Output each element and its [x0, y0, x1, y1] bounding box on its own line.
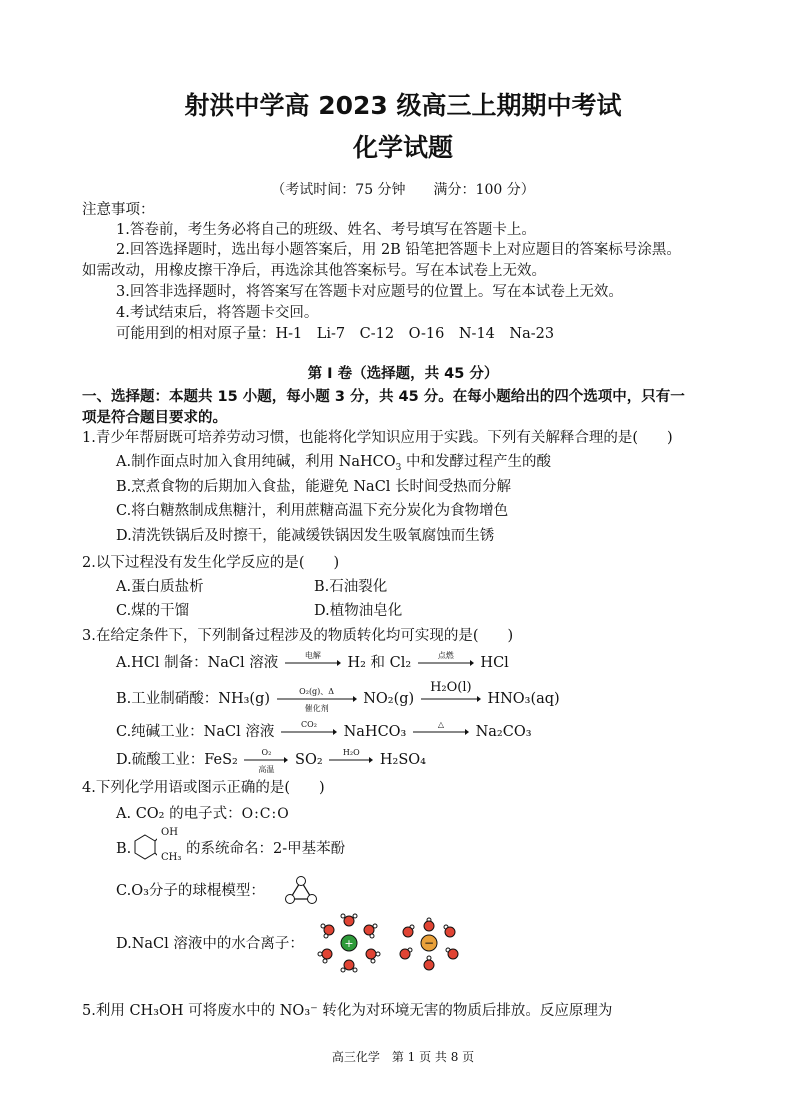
q4-option-d: D.NaCl 溶液中的水合离子： — [116, 936, 304, 952]
q2-option-b: B.石油裂化 — [314, 579, 388, 595]
q3-d-arrow-1: O₂ 高温 — [244, 756, 288, 764]
q2-option-a: A.蛋白质盐析 — [116, 579, 204, 595]
part1-instructions: 一、选择题：本题共 15 小题，每小题 3 分，共 45 分。在每小题给出的四个选项中，只有一 — [82, 389, 685, 405]
benzene-ring-diagram — [133, 833, 157, 861]
q1-option-d: D.清洗铁锅后及时擦干，能减缓铁锅因发生吸氧腐蚀而生锈 — [116, 528, 495, 544]
atomic-masses: 可能用到的相对原子量：H-1 Li-7 C-12 O-16 N-14 Na-23 — [116, 326, 555, 342]
note-item-2-cont: 如需改动，用橡皮擦干净后，再选涂其他答案标号。写在本试卷上无效。 — [82, 263, 546, 279]
q4-stem: 4.下列化学用语或图示正确的是( ) — [82, 780, 325, 796]
note-item-2: 2.回答选择题时，选出每小题答案后，用 2B 铅笔把答题卡上对应题目的答案标号涂黑。 — [116, 242, 681, 258]
q1-option-a: A.制作面点时加入食用纯碱，利用 NaHCO$_3$ 中和发酵过程产生的酸 — [116, 454, 551, 473]
part1-heading: 第 I 卷（选择题，共 45 分） — [307, 366, 499, 382]
q2-option-c: C.煤的干馏 — [116, 603, 190, 619]
q4-option-a: A. CO₂ 的电子式：O:C:O — [116, 806, 290, 822]
q3-option-c: C.纯碱工业：NaCl 溶液 CO₂ NaHCO₃ △ Na₂CO₃ — [116, 720, 532, 740]
note-item-4: 4.考试结束后，将答题卡交回。 — [116, 305, 319, 321]
q3-d-arrow-2: H₂O — [329, 756, 373, 764]
oh-group-label: OH — [161, 827, 178, 838]
note-item-1: 1.答卷前，考生务必将自己的班级、姓名、考号填写在答题卡上。 — [116, 222, 536, 238]
q3-option-d: D.硫酸工业：FeS₂ O₂ 高温 SO₂ H₂O H₂SO₄ — [116, 748, 426, 774]
page-footer: 高三化学 第 1 页 共 8 页 — [331, 1050, 475, 1064]
q3-option-b: B.工业制硝酸：NH₃(g) O₂(g)、Δ 催化剂 NO₂(g) H₂O(l) HNO₃(aq) — [116, 680, 560, 713]
hydrated-anion-diagram — [394, 912, 464, 974]
note-item-3: 3.回答非选择题时，将答案写在答题卡对应题号的位置上。写在本试卷上无效。 — [116, 284, 623, 300]
q3-a-arrow-1: 电解 — [285, 659, 341, 667]
ch3-group-label: CH₃ — [161, 852, 182, 863]
subject-title: 化学试题 — [352, 133, 453, 162]
q1-option-b: B.烹煮食物的后期加入食盐，能避免 NaCl 长时间受热而分解 — [116, 479, 512, 495]
q3-c-arrow-1: CO₂ — [281, 728, 337, 736]
part1-instructions-cont: 项是符合题目要求的。 — [82, 410, 227, 426]
q2-option-d: D.植物油皂化 — [314, 603, 403, 619]
o3-ball-stick-model — [283, 875, 319, 907]
q3-b-arrow-1: O₂(g)、Δ 催化剂 — [277, 695, 357, 703]
q2-stem: 2.以下过程没有发生化学反应的是( ) — [82, 555, 340, 571]
q3-c-arrow-2: △ — [413, 728, 469, 736]
hydrated-cation-diagram — [314, 912, 384, 974]
svg-text:+: + — [344, 937, 354, 950]
q4-option-c: C.O₃分子的球棍模型： — [116, 883, 265, 899]
q4-option-b: B. OH CH₃ 的系统命名：2-甲基苯酚 — [116, 827, 346, 863]
notes-heading: 注意事项： — [82, 202, 155, 218]
co2-electron-formula: O:C:O — [241, 806, 290, 822]
q3-a-arrow-2: 点燃 — [418, 659, 474, 667]
q3-stem: 3.在给定条件下，下列制备过程涉及的物质转化均可实现的是( ) — [82, 628, 514, 644]
exam-info: （考试时间：75 分钟 满分：100 分） — [271, 182, 535, 198]
svg-text:−: − — [423, 936, 435, 950]
q3-option-a: A.HCl 制备：NaCl 溶液 电解 H₂ 和 Cl₂ 点燃 HCl — [116, 651, 509, 671]
q1-stem: 1.青少年帮厨既可培养劳动习惯，也能将化学知识应用于实践。下列有关解释合理的是( ) — [82, 430, 673, 446]
q1-option-c: C.将白糖熬制成焦糖汁，利用蔗糖高温下充分炭化为食物增色 — [116, 503, 509, 519]
q5-stem: 5.利用 CH₃OH 可将废水中的 NO₃⁻ 转化为对环境无害的物质后排放。反应原理为 — [82, 1003, 613, 1019]
exam-title: 射洪中学高 2023 级高三上期期中考试 — [184, 91, 622, 120]
q3-b-arrow-2: H₂O(l) — [421, 695, 481, 703]
